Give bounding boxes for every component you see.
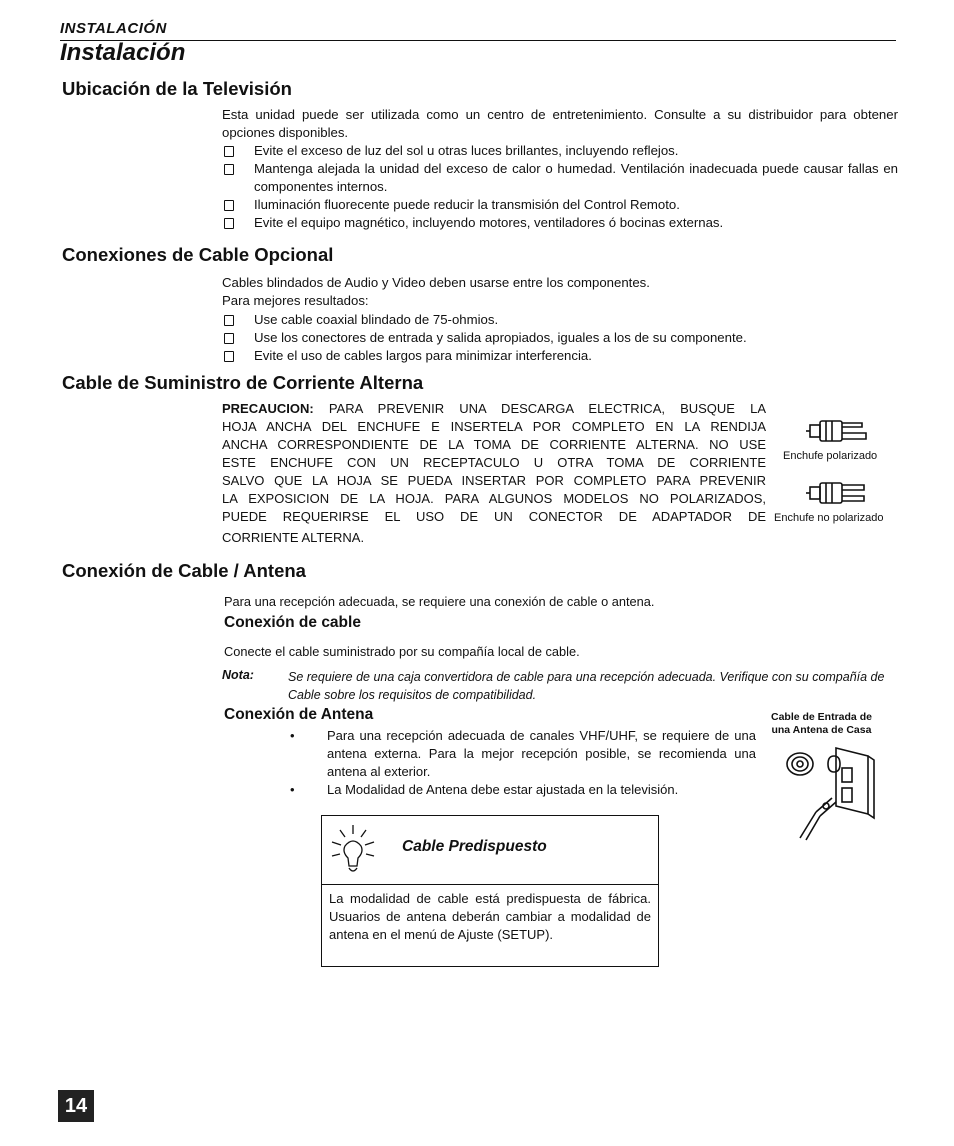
subheading-conexion-cable: Conexión de cable — [224, 614, 361, 631]
caution-line: PRECAUCION: PARA PREVENIR UNA DESCARGA ELECTRICA, BUSQUE LA — [222, 401, 766, 416]
light-bulb-icon — [330, 822, 376, 878]
section-heading-cable-antena: Conexión de Cable / Antena — [62, 560, 306, 581]
section-heading-ubicacion: Ubicación de la Televisión — [62, 78, 292, 99]
polarized-plug-icon — [806, 414, 872, 448]
tip-text: La modalidad de cable está predispuesta de fábrica. Usuarios de antena deberán cambiar a modalidad de antena en el menú de Ajuste (SETUP). — [329, 891, 651, 942]
section2-line2: Para mejores resultados: — [222, 293, 369, 308]
nonpolarized-plug-icon — [806, 476, 872, 510]
list-item: • La Modalidad de Antena debe estar ajustada en la televisión. — [290, 782, 679, 797]
note-label: Nota: — [222, 668, 254, 682]
caption-nonpolarized: Enchufe no polarizado — [774, 512, 884, 524]
antenna-figure-caption: Cable de Entrada de una Antena de Casa — [771, 711, 872, 736]
section2-line1: Cables blindados de Audio y Video deben usarse entre los componentes. — [222, 275, 650, 290]
section2-list — [222, 311, 898, 365]
caution-line: HOJA ANCHA DEL ENCHUFE E INSERTELA POR COMPLETO EN LA RENDIJA — [222, 419, 766, 434]
caution-last-line: CORRIENTE ALTERNA. — [222, 530, 365, 545]
list-item: • Para una recepción adecuada de canales VHF/UHF, se requiere de una antena externa. Para la mejor recepción posible, se recomienda una antena al exterior. — [290, 728, 756, 779]
running-header: INSTALACIÓN — [60, 20, 167, 37]
section4-intro: Para una recepción adecuada, se requiere una conexión de cable o antena. — [224, 594, 655, 609]
antenna-bullets — [290, 727, 756, 799]
caption-polarized: Enchufe polarizado — [783, 450, 878, 462]
section-heading-corriente: Cable de Suministro de Corriente Alterna — [62, 372, 424, 393]
caution-line: ESTE ENCHUFE CON UN RECEPTACULO U OTRA TOMA DE CORRIENTE — [222, 455, 766, 470]
section-heading-conexiones: Conexiones de Cable Opcional — [62, 244, 334, 265]
checkbox-bullet-icon — [224, 218, 234, 229]
bullet-dot: • — [290, 728, 295, 743]
cable-text: Conecte el cable suministrado por su compañía local de cable. — [224, 644, 580, 659]
checkbox-bullet-icon — [224, 146, 234, 157]
tip-divider — [322, 884, 658, 885]
checkbox-bullet-icon — [224, 333, 234, 344]
list-item: Evite el equipo magnético, incluyendo motores, ventiladores ó bocinas externas. — [222, 214, 898, 232]
caution-line: SALVO QUE LA HOJA SE PUEDA INSERTAR POR COMPLETO PARA PREVENIR — [222, 473, 766, 488]
checkbox-bullet-icon — [224, 351, 234, 362]
checkbox-bullet-icon — [224, 315, 234, 326]
caution-label: PRECAUCION: — [222, 401, 314, 416]
list-item: Use cable coaxial blindado de 75-ohmios. — [222, 311, 898, 329]
checkbox-bullet-icon — [224, 164, 234, 175]
checkbox-bullet-icon — [224, 200, 234, 211]
section1-list — [222, 142, 898, 232]
list-item: Iluminación fluorecente puede reducir la transmisión del Control Remoto. — [222, 196, 898, 214]
page-number: 14 — [58, 1090, 94, 1122]
list-item: Evite el exceso de luz del sol u otras luces brillantes, incluyendo reflejos. — [222, 142, 898, 160]
note-text: Se requiere de una caja convertidora de cable para una recepción adecuada. Verifique con su compañía de Cable sobre los requisitos de compatibilidad. — [288, 670, 885, 702]
subheading-conexion-antena: Conexión de Antena — [224, 706, 374, 723]
tip-box — [321, 815, 659, 967]
list-item: Evite el uso de cables largos para minimizar interferencia. — [222, 347, 898, 365]
section1-intro: Esta unidad puede ser utilizada como un centro de entretenimiento. Consulte a su distribuidor para obtener opciones disponibles. — [222, 107, 898, 140]
list-item: Use los conectores de entrada y salida apropiados, iguales a los de su componente. — [222, 329, 898, 347]
caution-line: PUEDE REQUERIRSE EL USO DE UN CONECTOR DE ADAPTADOR DE — [222, 509, 766, 524]
page-title: Instalación — [60, 39, 186, 66]
list-item: Mantenga alejada la unidad del exceso de calor o humedad. Ventilación inadecuada puede causar fallas en componentes internos. — [222, 160, 898, 196]
tip-title: Cable Predispuesto — [402, 838, 547, 855]
caution-line: ANCHA CORRESPONDIENTE DE LA TOMA DE CORRIENTE ALTERNA. NO USE — [222, 437, 766, 452]
caution-line: LA EXPOSICION DE LA HOJA. PARA ALGUNOS MODELOS NO POLARIZADOS, — [222, 491, 766, 506]
caution-paragraph — [222, 400, 766, 526]
antenna-connector-icon — [780, 742, 880, 842]
bullet-dot: • — [290, 782, 295, 797]
header-rule — [60, 40, 896, 41]
